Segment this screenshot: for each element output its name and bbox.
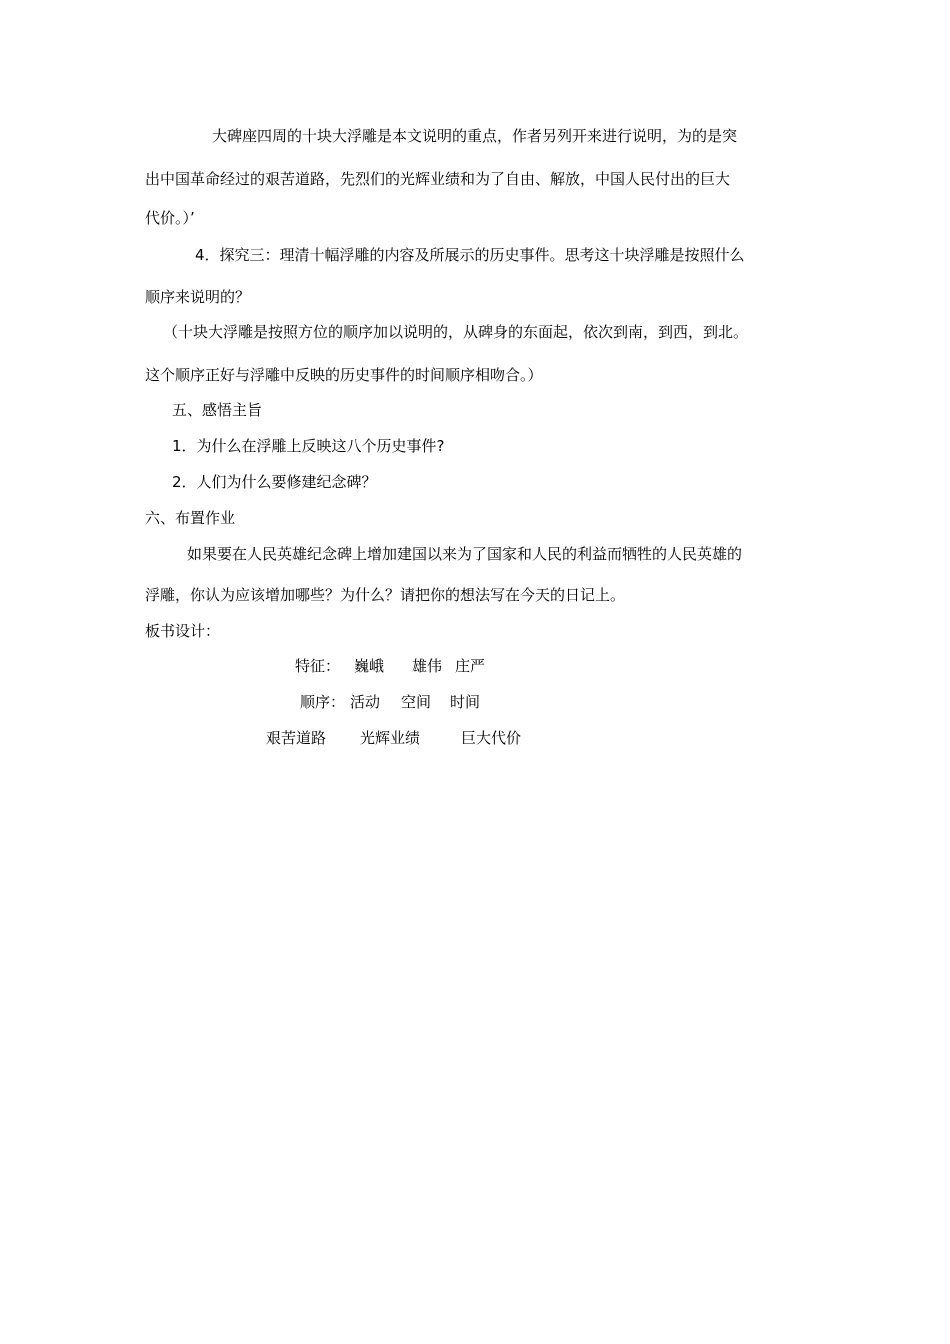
board-row-3-item-1: 艰苦道路 (266, 729, 327, 747)
paragraph-2-line-2: 顺序来说明的？ (145, 288, 251, 306)
section-5-question-1: 1．为什么在浮雕上反映这八个历史事件? (172, 437, 445, 455)
board-row-2-item-2: 空间 (401, 693, 432, 711)
section-5-question-2: 2．人们为什么要修建纪念碑？ (172, 473, 377, 491)
board-row-3-item-3: 巨大代价 (461, 729, 522, 747)
section-6-heading: 六、布置作业 (145, 509, 236, 527)
board-row-1-item-2: 雄伟 (412, 657, 443, 675)
section-6-line-1: 如果要在人民英雄纪念碑上增加建国以来为了国家和人民的利益而牺牲的人民英雄的 (187, 545, 743, 563)
board-row-1-item-3: 庄严 (455, 657, 486, 675)
paragraph-1-line-3: 代价。）’ (145, 209, 195, 227)
board-row-2-label: 顺序： (300, 693, 346, 711)
board-row-2-item-3: 时间 (450, 693, 481, 711)
board-row-3-item-2: 光辉业绩 (360, 729, 421, 747)
section-5-heading: 五、感悟主旨 (172, 401, 263, 419)
paragraph-1-line-1: 大碑座四周的十块大浮雕是本文说明的重点，作者另列开来进行说明，为的是突 (212, 127, 738, 145)
paragraph-2-line-1: 4．探究三：理清十幅浮雕的内容及所展示的历史事件。思考这十块浮雕是按照什么 (195, 246, 745, 264)
paragraph-1-line-2: 出中国革命经过的艰苦道路，先烈们的光辉业绩和为了自由、解放，中国人民付出的巨大 (145, 170, 731, 188)
board-row-1-label: 特征： (295, 657, 341, 675)
paragraph-3-line-2: 这个顺序正好与浮雕中反映的历史事件的时间顺序相吻合。） (145, 366, 543, 384)
section-6-line-2: 浮雕，你认为应该增加哪些？为什么？请把你的想法写在今天的日记上。 (145, 586, 626, 604)
board-row-1-item-1: 巍峨 (354, 657, 385, 675)
board-row-2-item-1: 活动 (350, 693, 381, 711)
paragraph-3-line-1: （十块大浮雕是按照方位的顺序加以说明的，从碑身的东面起，依次到南，到西，到北。 (163, 323, 749, 341)
board-design-heading: 板书设计： (145, 622, 221, 640)
